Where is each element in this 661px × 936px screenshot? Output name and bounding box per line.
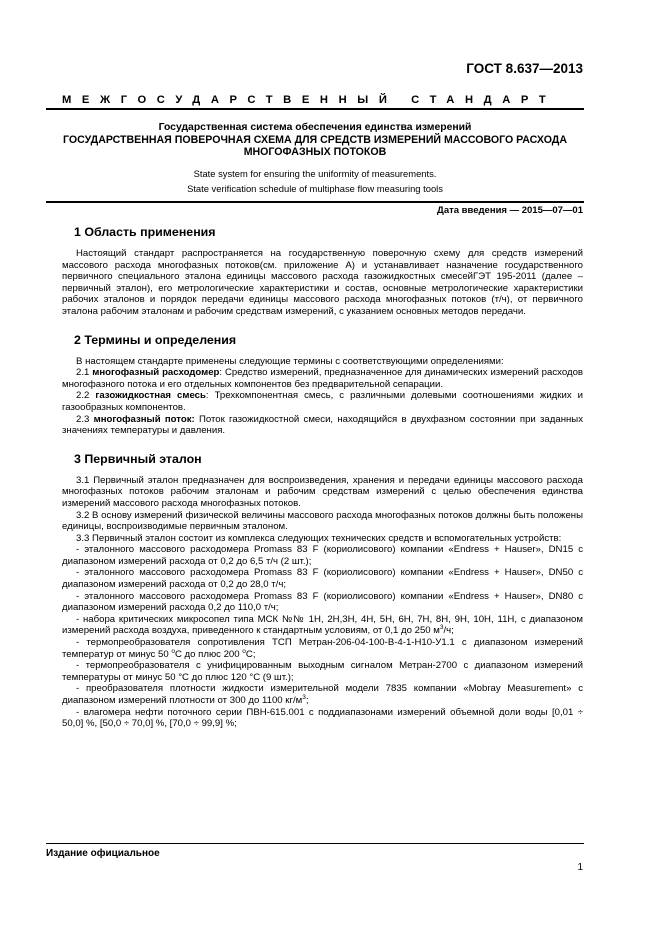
- term-name: газожидкостная смесь: [95, 390, 206, 402]
- title-block: [46, 122, 584, 194]
- clause-3-2: 3.2 В основу измерений физической величины массового расхода многофазных потоков должны быть положены единицы, воспроизводимые первичным эталоном.: [62, 509, 583, 533]
- section-3-heading: 3 Первичный эталон: [74, 451, 202, 466]
- clause-3-3: 3.3 Первичный эталон состоит из комплекса следующих технических средств и вспомогательных устройств:: [76, 532, 562, 544]
- header-rule: [46, 108, 584, 110]
- term-number: 2.1: [76, 367, 90, 379]
- term-definition: : Средство измерений, предназначенное для динамических измерений расходов многофазного потока и его отдельных компонентов без предварительной сепарации.: [62, 367, 583, 390]
- term-number: 2.3: [76, 413, 90, 425]
- section-2-heading: 2 Термины и определения: [74, 332, 237, 347]
- section-1-text: Настоящий стандарт распространяется на государственную поверочную схему для средств измерений массового расхода многофазных потоков(см. приложение А) и устанавливает назначение государственного первичного специального эталона единицы массового расхода газожидкостных смесейГЭТ 195-2011 (далее – первичный эталон), его метрологические характеристики и состав, основные метрологические характеристики рабочих эталонов и порядок передачи единицы массового расхода многофазных потоков (т/ч), от первичного эталона рабочим эталонам и рабочим средствам измерений, с указанием основных методов передачи.: [62, 248, 583, 317]
- term-name: многофазный расходомер: [92, 367, 220, 379]
- term-definition: Поток газожидкостной смеси, находящийся в двухфазном состоянии при заданных значениях температуры и давления.: [62, 413, 583, 437]
- english-title-line2: State verification schedule of multiphase flow measuring tools: [187, 182, 443, 194]
- term-name: многофазный поток:: [93, 413, 195, 425]
- gost-code: ГОСТ 8.637—2013: [466, 61, 583, 76]
- term-2-2: [62, 390, 583, 413]
- equipment-item-3: - эталонного массового расходомера Promass 83 F (кориолисового) компании «Endress + Hauser», DN80 с диапазоном измерений расхода 0,2 до 110,0 т/ч;: [62, 590, 583, 614]
- equipment-item-2: - эталонного массового расходомера Promass 83 F (кориолисового) компании «Endress + Hauser», DN50 с диапазоном измерений расхода от 0,2 до 28,0 т/ч;: [62, 567, 583, 591]
- official-edition-label: Издание официальное: [46, 848, 160, 859]
- clause-3-1: 3.1 Первичный эталон предназначен для воспроизведения, хранения и передачи единицы массового расхода многофазных потоков рабочим эталонам и рабочим средствам измерений с целью обеспечения единства измерений массового расхода многофазных потоков.: [62, 474, 583, 509]
- footer-rule: [46, 843, 584, 844]
- section-1-heading: 1 Область применения: [74, 225, 216, 239]
- equipment-item-7: - преобразователя плотности жидкости измерительной модели 7835 компании «Mobray Measurement» с диапазоном измерений плотности от 300 до 1100 $кг/м^3$;: [62, 683, 583, 706]
- document-body: [62, 224, 583, 730]
- introduction-date: Дата введения — 2015—07—01: [437, 205, 583, 216]
- equipment-item-4: - набора критических микросопел типа МСК №№ 1Н, 2Н,3Н, 4Н, 5Н, 6Н, 7Н, 8Н, 9Н, 10Н, 11Н, с диапазоном измерений расхода воздуха, приведенного к стандартным условиям, от 0,1 до 250 $м^3/ч$;: [62, 613, 583, 637]
- term-2-3: [62, 414, 583, 437]
- english-title-line1: State system for ensuring the uniformity of measurements.: [193, 168, 437, 179]
- term-number: 2.2: [76, 390, 90, 402]
- system-title: Государственная система обеспечения единства измерений: [158, 122, 472, 133]
- main-title-line1: ГОСУДАРСТВЕННАЯ ПОВЕРОЧНАЯ СХЕМА ДЛЯ СРЕДСТВ ИЗМЕРЕНИЙ МАССОВОГО РАСХОДА: [62, 134, 568, 146]
- main-title-line2: МНОГОФАЗНЫХ ПОТОКОВ: [243, 146, 387, 158]
- page-number: 1: [577, 862, 583, 873]
- term-2-1: [62, 367, 583, 390]
- equipment-item-1: - эталонного массового расходомера Promass 83 F (кориолисового) компании «Endress + Hauser», DN15 с диапазоном измерений расхода от 0,2 до 6,5 т/ч (2 шт.);: [62, 544, 583, 567]
- date-rule: [46, 201, 584, 203]
- interstate-standard-banner: МЕЖГОСУДАРСТВЕННЫЙ СТАНДАРТ: [62, 94, 557, 106]
- term-definition: : Трехкомпонентная смесь, с различными долевыми соотношениями жидких и газообразных компонентов.: [62, 390, 584, 413]
- equipment-item-8: - влагомера нефти поточного серии ПВН-615.001 с поддиапазонами измерений объемной доли воды [0,01 ÷ 50,0] %, [50,0 ÷ 70,0] %, [70,0 ÷ 99,9] %;: [62, 706, 583, 730]
- equipment-item-6: - термопреобразователя с унифицированным выходным сигналом Метран-2700 с диапазоном измерений температуры от минус 50 °С до плюс 120 °С (9 шт.);: [62, 660, 583, 683]
- equipment-item-5: - термопреобразователя сопротивления ТСП Метран-206-04-100-В-4-1-Н10-У1.1 с диапазоном измерений температур от минус 50 $^о$С до плюс 200 $^о$С;: [62, 637, 583, 660]
- section-2-intro: В настоящем стандарте применены следующие термины с соответствующими определениями:: [76, 355, 504, 367]
